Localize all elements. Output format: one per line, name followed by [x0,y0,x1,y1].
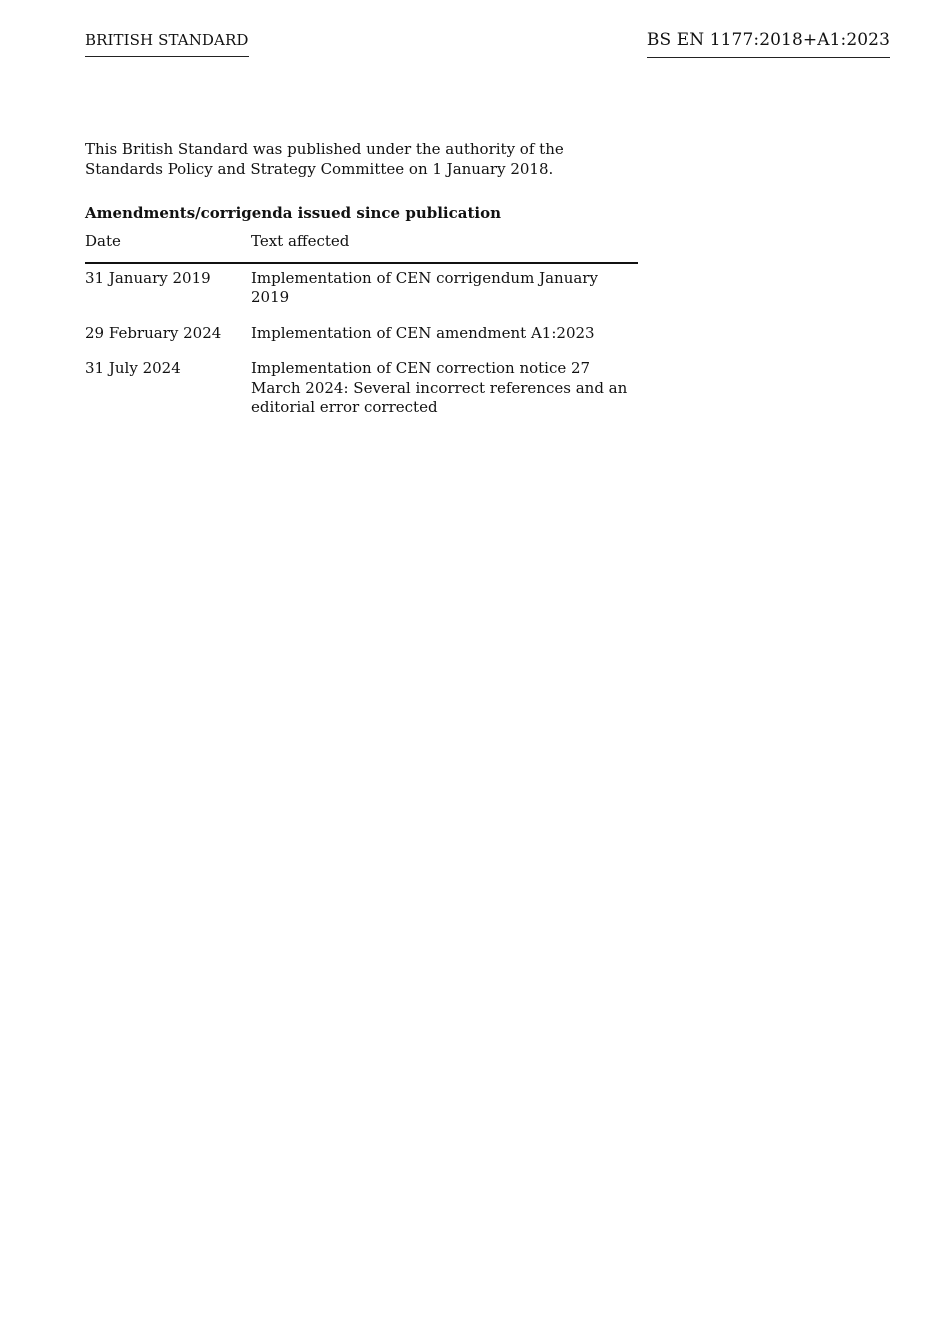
table-row [85,263,638,318]
amendment-text-affected: Implementation of CEN amendment A1:2023 [251,323,595,342]
amendments-table-header-row [85,230,638,263]
publication-statement: This British Standard was published under the authority of the Standards Policy and Strategy Committee on 1 January 2018. [85,140,564,178]
column-header-text-affected: Text affected [251,230,638,263]
table-row [85,318,638,354]
amendment-text-affected: Implementation of CEN correction notice 27 March 2024: Several incorrect references and an editorial error corrected [251,359,628,416]
table-row [85,353,638,428]
amendments-heading: Amendments/corrigenda issued since publication [85,204,501,222]
amendment-date: 29 February 2024 [85,323,222,342]
amendment-text-affected: Implementation of CEN corrigendum January 2019 [251,268,598,306]
running-header-publisher: BRITISH STANDARD [85,30,249,57]
amendments-table [85,230,638,428]
column-header-date: Date [85,230,251,263]
running-header-standard-number: BS EN 1177:2018+A1:2023 [647,29,890,58]
amendment-date: 31 January 2019 [85,268,211,287]
amendment-date: 31 July 2024 [85,359,181,377]
